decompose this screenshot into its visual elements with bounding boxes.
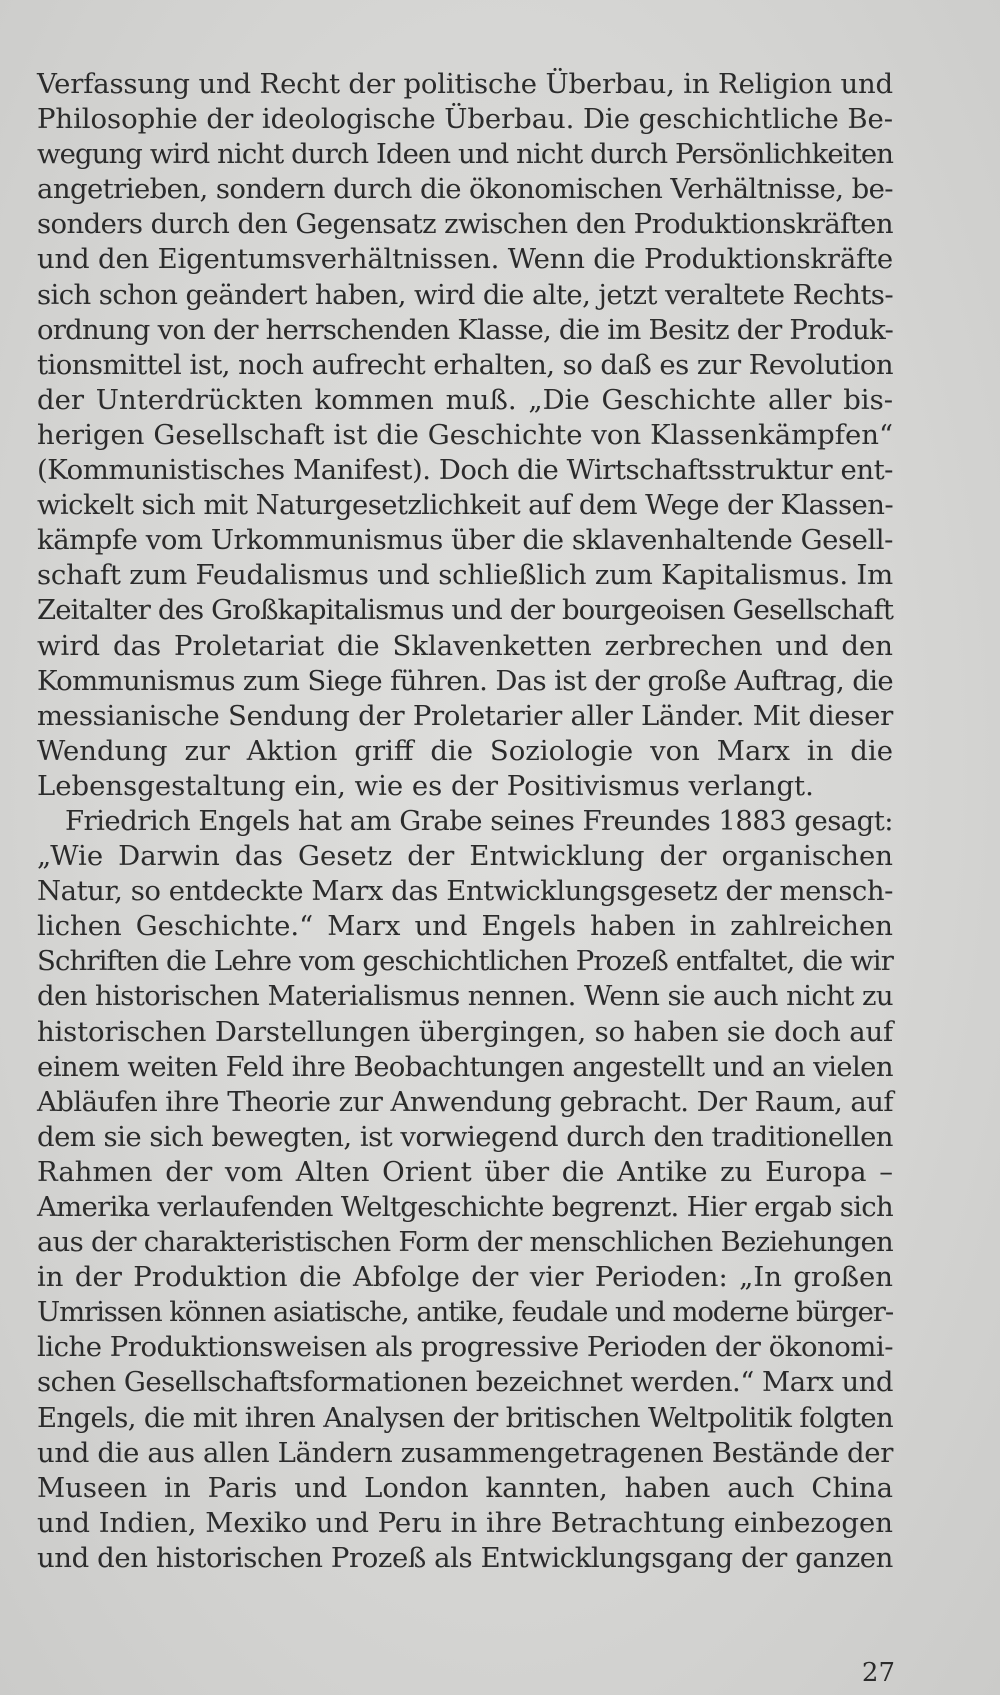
- text-line: herigen Gesellschaft ist die Geschichte von Klassenkämpfen“: [37, 418, 893, 451]
- text-line: und die aus allen Ländern zusammengetragenen Bestände der: [37, 1436, 894, 1469]
- body-text: [37, 67, 893, 1576]
- text-line: schaft zum Feudalismus und schließlich zum Kapitalismus. Im: [37, 559, 893, 592]
- paragraph-1: [37, 67, 893, 804]
- text-line: Wendung zur Aktion griff die Soziologie von Marx in die: [37, 734, 893, 767]
- text-line: Amerika verlaufenden Weltgeschichte begrenzt. Hier ergab sich: [37, 1191, 893, 1223]
- text-line: Kommunismus zum Siege führen. Das ist der große Auftrag, die: [37, 664, 894, 697]
- text-line: sich schon geändert haben, wird die alte, jetzt veraltete Rechts-: [37, 278, 894, 311]
- text-line: lichen Geschichte.“ Marx und Engels haben in zahlreichen: [37, 910, 893, 943]
- text-line: Verfassung und Recht der politische Überbau, in Religion und: [37, 68, 893, 100]
- text-line: historischen Darstellungen übergingen, so haben sie doch auf: [37, 1015, 893, 1048]
- text-line: Rahmen der vom Alten Orient über die Antike zu Europa –: [37, 1155, 893, 1188]
- text-line: Museen in Paris und London kannten, haben auch China: [37, 1471, 893, 1504]
- text-line: und den historischen Prozeß als Entwicklungsgang der ganzen: [37, 1541, 893, 1574]
- text-line: Engels, die mit ihren Analysen der britischen Weltpolitik folgten: [37, 1401, 894, 1434]
- text-line: „Wie Darwin das Gesetz der Entwicklung der organischen: [37, 840, 893, 873]
- text-line: Schriften die Lehre vom geschichtlichen Prozeß entfaltet, die wir: [37, 945, 893, 978]
- text-line: (Kommunistisches Manifest). Doch die Wirtschaftsstruktur ent-: [37, 454, 893, 487]
- text-line: Abläufen ihre Theorie zur Anwendung gebracht. Der Raum, auf: [37, 1085, 893, 1118]
- text-line: angetrieben, sondern durch die ökonomischen Verhältnisse, be-: [37, 173, 894, 206]
- text-line: dem sie sich bewegten, ist vorwiegend durch den traditionellen: [37, 1120, 893, 1153]
- text-line: in der Produktion die Abfolge der vier Perioden: „In großen: [37, 1261, 893, 1294]
- text-line: wickelt sich mit Naturgesetzlichkeit auf dem Wege der Klassen-: [37, 489, 894, 522]
- text-line: Friedrich Engels hat am Grabe seines Freundes 1883 gesagt:: [65, 804, 893, 837]
- paragraph-2: [37, 804, 893, 1576]
- text-line: messianische Sendung der Proletarier aller Länder. Mit dieser: [37, 699, 893, 732]
- text-line: Zeitalter des Großkapitalismus und der bourgeoisen Gesellschaft: [37, 594, 894, 627]
- text-line: wird das Proletariat die Sklavenketten zerbrechen und den: [37, 629, 893, 662]
- text-line: und Indien, Mexiko und Peru in ihre Betrachtung einbezogen: [37, 1506, 893, 1539]
- text-line: wegung wird nicht durch Ideen und nicht durch Persönlichkeiten: [37, 138, 894, 171]
- text-line: Natur, so entdeckte Marx das Entwicklungsgesetz der mensch-: [37, 875, 894, 908]
- text-line: den historischen Materialismus nennen. Wenn sie auch nicht zu: [37, 980, 893, 1013]
- text-line: schen Gesellschaftsformationen bezeichnet werden.“ Marx und: [37, 1366, 893, 1399]
- text-line: und den Eigentumsverhältnissen. Wenn die Produktionskräfte: [37, 243, 893, 276]
- text-line: tionsmittel ist, noch aufrecht erhalten, so daß es zur Revolution: [37, 348, 893, 381]
- text-line: ordnung von der herrschenden Klasse, die im Besitz der Produk-: [37, 313, 893, 346]
- text-line: Lebensgestaltung ein, wie es der Positivismus verlangt.: [37, 769, 814, 802]
- text-line: einem weiten Feld ihre Beobachtungen angestellt und an vielen: [37, 1050, 893, 1083]
- text-line: Umrissen können asiatische, antike, feudale und moderne bürger-: [37, 1296, 894, 1329]
- text-line: sonders durch den Gegensatz zwischen den Produktionskräften: [37, 208, 894, 241]
- page-number: 27: [861, 1658, 895, 1688]
- text-line: aus der charakteristischen Form der menschlichen Beziehungen: [37, 1226, 894, 1259]
- text-line: der Unterdrückten kommen muß. „Die Geschichte aller bis-: [37, 383, 893, 416]
- text-line: kämpfe vom Urkommunismus über die sklavenhaltende Gesell-: [37, 524, 893, 557]
- text-line: liche Produktionsweisen als progressive Perioden der ökonomi-: [37, 1331, 893, 1364]
- text-line: Philosophie der ideologische Überbau. Die geschichtliche Be-: [37, 103, 893, 136]
